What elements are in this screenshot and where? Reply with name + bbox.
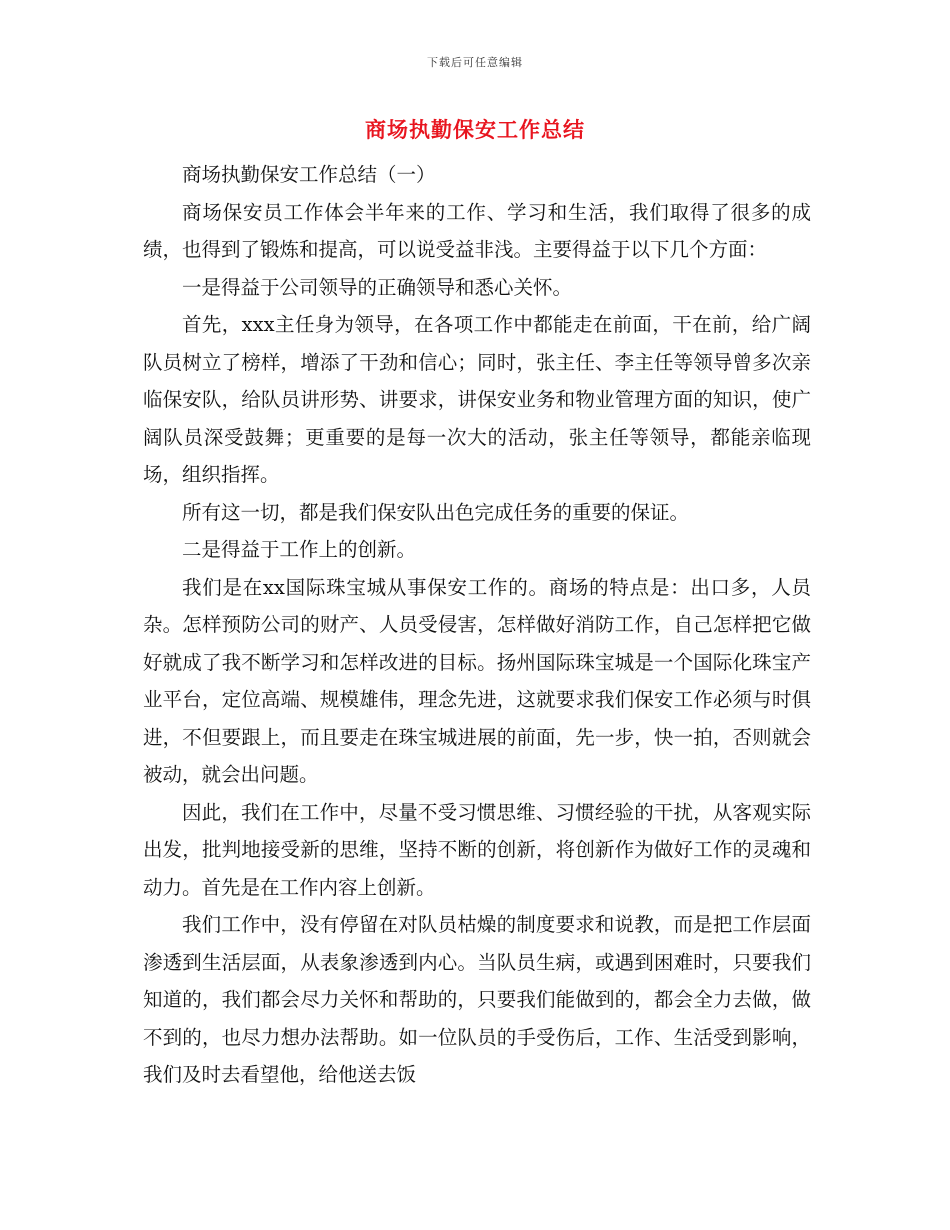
paragraph: 我们是在xx国际珠宝城从事保安工作的。商场的特点是：出口多，人员杂。怎样预防公司的财产、人员受侵害，怎样做好消防工作，自己怎样把它做好就成了我不断学习和怎样改进的目标。扬州国际珠宝城是一个国际化珠宝产业平台，定位高端、规模雄伟，理念先进，这就要求我们保安工作必须与时俱进，不但要跟上，而且要走在珠宝城进展的前面，先一步，快一拍，否则就会被动，就会出问题。 [143,575,811,786]
paragraph: 首先，xxx主任身为领导，在各项工作中都能走在前面，干在前，给广阔队员树立了榜样，增添了干劲和信心；同时，张主任、李主任等领导曾多次亲临保安队，给队员讲形势、讲要求，讲保安业务和物业管理方面的知识，使广阔队员深受鼓舞；更重要的是每一次大的活动，张主任等领导，都能亲临现场，组织指挥。 [143,313,811,486]
paragraph: 因此，我们在工作中，尽量不受习惯思维、习惯经验的干扰，从客观实际出发，批判地接受新的思维，坚持不断的创新，将创新作为做好工作的灵魂和动力。首先是在工作内容上创新。 [143,800,811,899]
paragraph: 商场保安员工作体会半年来的工作、学习和生活，我们取得了很多的成绩，也得到了锻炼和提高，可以说受益非浅。主要得益于以下几个方面： [143,200,811,261]
paragraph: 一是得益于公司领导的正确领导和悉心关怀。 [182,275,573,299]
document-body [143,156,811,1094]
paragraph: 我们工作中，没有停留在对队员枯燥的制度要求和说教，而是把工作层面渗透到生活层面，从表象渗透到内心。当队员生病，或遇到困难时，只要我们知道的，我们都会尽力关怀和帮助的，只要我们能做到的，都会全力去做，做不到的，也尽力想办法帮助。如一位队员的手受伤后，工作、生活受到影响，我们及时去看望他，给他送去饭 [143,913,811,1086]
paragraph: 所有这一切，都是我们保安队出色完成任务的重要的保证。 [182,500,690,524]
document-title: 商场执勤保安工作总结 [365,117,585,142]
header-note: 下载后可任意编辑 [427,56,523,69]
paragraph-section-heading: 商场执勤保安工作总结（一） [182,163,436,186]
paragraph: 二是得益于工作上的创新。 [182,538,417,561]
